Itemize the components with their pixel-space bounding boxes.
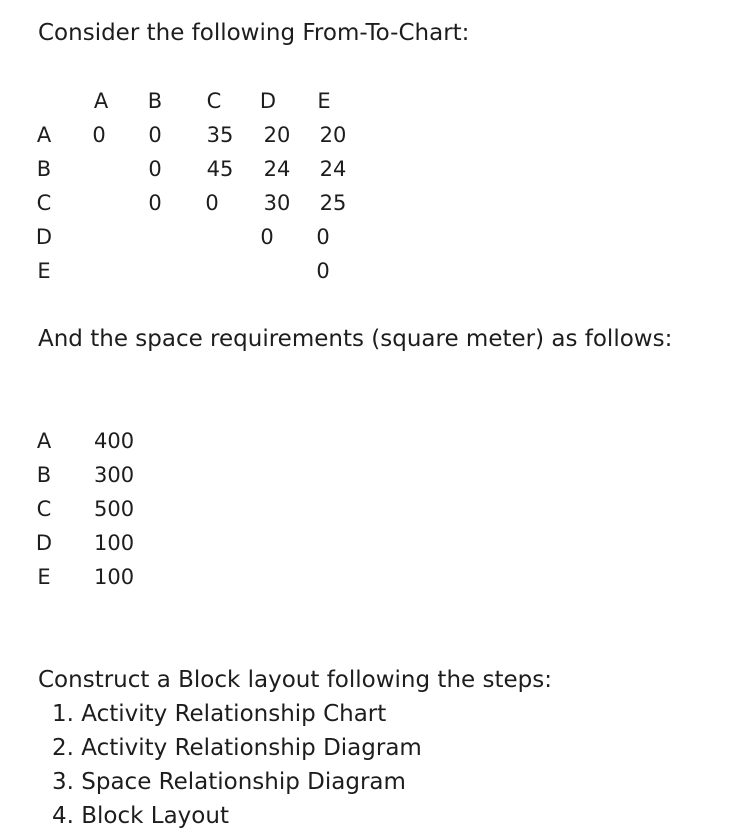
table-cell: 0 bbox=[205, 191, 219, 215]
space-label: A bbox=[36, 429, 52, 453]
table-cell: 0 bbox=[148, 123, 162, 147]
table-cell: 20 bbox=[263, 123, 291, 147]
table-cell: 20 bbox=[319, 123, 347, 147]
intro-text: Consider the following From-To-Chart: bbox=[38, 20, 470, 46]
task-intro: Construct a Block layout following the steps: bbox=[38, 667, 552, 693]
table-cell: 0 bbox=[316, 259, 330, 283]
table-cell: 30 bbox=[263, 191, 291, 215]
step-item: 2. Activity Relationship Diagram bbox=[52, 735, 422, 761]
table-cell: 25 bbox=[319, 191, 347, 215]
step-item: 4. Block Layout bbox=[52, 803, 229, 829]
step-item: 1. Activity Relationship Chart bbox=[52, 701, 387, 727]
column-header: A bbox=[93, 89, 109, 113]
space-label: D bbox=[35, 531, 53, 555]
table-cell: 0 bbox=[92, 123, 106, 147]
table-cell: 35 bbox=[206, 123, 234, 147]
space-label: C bbox=[36, 497, 52, 521]
space-label: B bbox=[36, 463, 52, 487]
space-value: 100 bbox=[94, 565, 135, 589]
column-header: B bbox=[147, 89, 163, 113]
space-value: 500 bbox=[94, 497, 135, 521]
step-item: 3. Space Relationship Diagram bbox=[52, 769, 406, 795]
table-cell: 24 bbox=[319, 157, 347, 181]
row-label: A bbox=[36, 123, 52, 147]
column-header: E bbox=[317, 89, 331, 113]
space-value: 300 bbox=[94, 463, 135, 487]
table-cell: 45 bbox=[206, 157, 234, 181]
row-label: E bbox=[37, 259, 51, 283]
table-cell: 0 bbox=[260, 225, 274, 249]
row-label: C bbox=[36, 191, 52, 215]
table-cell: 0 bbox=[148, 157, 162, 181]
space-label: E bbox=[37, 565, 51, 589]
table-cell: 0 bbox=[316, 225, 330, 249]
space-value: 400 bbox=[94, 429, 135, 453]
space-value: 100 bbox=[94, 531, 135, 555]
row-label: B bbox=[36, 157, 52, 181]
task-steps bbox=[38, 663, 552, 833]
column-header: C bbox=[206, 89, 222, 113]
row-label: D bbox=[35, 225, 53, 249]
table-cell: 0 bbox=[148, 191, 162, 215]
space-requirements-intro: And the space requirements (square meter) as follows: bbox=[38, 326, 673, 352]
table-cell: 24 bbox=[263, 157, 291, 181]
column-header: D bbox=[259, 89, 277, 113]
